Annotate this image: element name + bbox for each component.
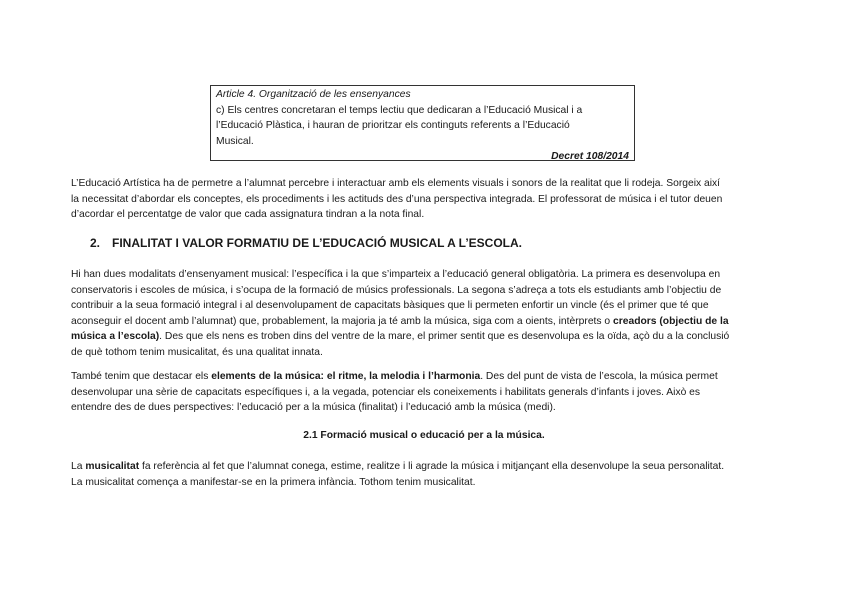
text-line: [71, 369, 779, 385]
quote-line: Musical.: [216, 135, 254, 147]
bold-text: creadors (objectiu de la: [613, 315, 729, 327]
quote-title: Article 4. Organització de les ensenyances: [216, 89, 411, 100]
quote-source: Decret 108/2014: [551, 151, 629, 162]
text-line: [71, 314, 779, 330]
quote-line: c) Els centres concretaran el temps lectiu que dedicaran a l’Educació Musical i a: [216, 104, 583, 116]
subsection-heading: 2.1 Formació musical o educació per a la música.: [303, 430, 545, 441]
quote-line: l’Educació Plàstica, i hauran de prioritzar els continguts referents a l’Educació: [216, 120, 570, 131]
text-run: aconseguir el docent amb l’alumnat) que, probablement, la majoria ja té amb la música, siga com a oients, intèrprets o: [71, 315, 614, 327]
text-line: d’acordar el percentatge de valor que cada assignatura tindran a la nota final.: [71, 209, 425, 220]
bold-text: elements de la música: el ritme, la melodia i l’harmonia: [211, 371, 481, 382]
bold-text: musicalitat: [85, 461, 140, 472]
text-line: conservatoris i escoles de música, i s’ocupa de la formació de músics professionals. La segona s’adreça a tots els estudiants amb l’objectiu de: [71, 284, 722, 296]
section-heading: [90, 236, 522, 250]
section-number: 2.: [90, 236, 101, 250]
text-line: La musicalitat comença a manifestar-se en la primera infància. Tothom tenim musicalitat.: [71, 476, 476, 488]
paragraph-modalities: [71, 267, 779, 360]
paragraph-musicality: [71, 459, 779, 490]
section-title: FINALITAT I VALOR FORMATIU DE L’EDUCACIÓ MUSICAL A L’ESCOLA.: [112, 236, 522, 250]
text-run: fa referència al fet que l’alumnat conega, estime, realitze i li agrade la música i mitjançant ella desenvolupe la seua personalitat.: [139, 461, 725, 472]
text-run: . Des del punt de vista de l’escola, la música permet: [480, 371, 718, 382]
intro-paragraph: [71, 176, 779, 223]
paragraph-elements: [71, 369, 779, 416]
text-run: La: [71, 461, 86, 472]
text-line: [71, 459, 779, 475]
text-line: L’Educació Artística ha de permetre a l’alumnat percebre i interactuar amb els elements visuals i sonors de la realitat que li rodeja. Sorgeix així: [71, 178, 721, 189]
text-line: desenvolupar una sèrie de capacitats específiques i, a la vegada, potenciar els coneixements i habilitats generals d’infants i joves. Això es: [71, 386, 701, 398]
text-run: També tenim que destacar els: [71, 371, 212, 382]
text-line: contribuir a la seua formació integral i al desenvolupament de capacitats bàsiques que li permeten enfortir un vincle (és el primer que té que: [71, 300, 709, 311]
text-line: la necessitat d’abordar els conceptes, els procediments i les actituds des d’una perspectiva integrada. El professorat de música i el tutor deuen: [71, 193, 723, 205]
text-line: de què tothom tenim musicalitat, és una qualitat innata.: [71, 346, 323, 358]
text-run: . Des que els nens es troben dins del ventre de la mare, el primer sentit que es desenvolupa es la oïda, açò du a la conclusió: [159, 331, 730, 342]
text-line: Hi han dues modalitats d’ensenyament musical: l’específica i la que s’imparteix a l’educació general obligatòria. La primera es desenvolupa en: [71, 269, 721, 280]
text-line: entendre des de dues perspectives: l’educació per a la música (finalitat) i l’educació amb la música (medi).: [71, 402, 556, 413]
legal-quote-box: [210, 85, 635, 161]
bold-text: música a l’escola): [71, 331, 160, 342]
text-line: [71, 329, 779, 345]
